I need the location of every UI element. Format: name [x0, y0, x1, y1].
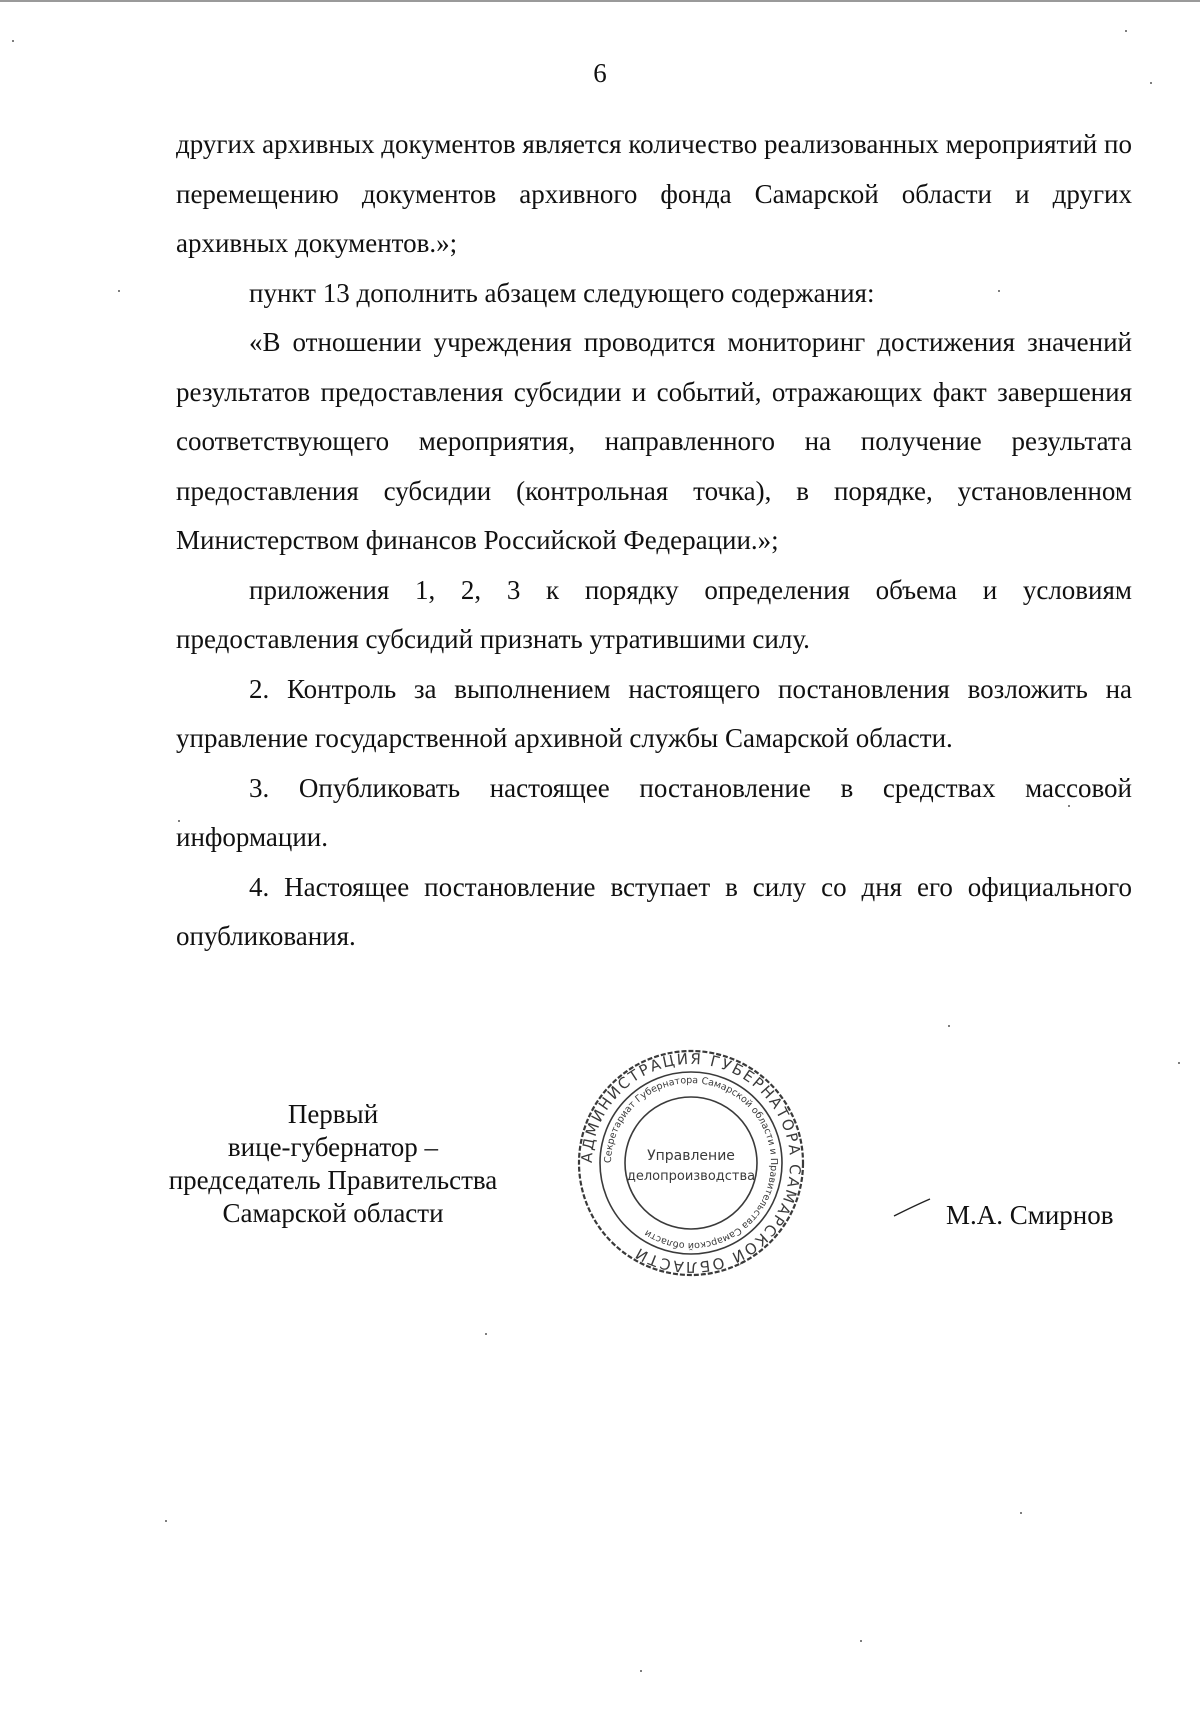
scan-speck	[1125, 30, 1127, 32]
scan-speck	[860, 1640, 862, 1642]
document-body	[176, 120, 1132, 962]
handwritten-signature	[892, 1196, 932, 1220]
paragraph-5: 2. Контроль за выполнением настоящего постановления возложить на управление государственной архивной службы Самарской области.	[176, 673, 1132, 753]
signer-title-line: вице-губернатор –	[227, 1132, 439, 1162]
scan-speck	[118, 290, 120, 292]
signer-title-line: Самарской области	[222, 1198, 444, 1228]
scan-speck	[178, 820, 180, 822]
paragraph-4: приложения 1, 2, 3 к порядку определения объема и условиям предоставления субсидий признать утратившими силу.	[176, 574, 1132, 654]
paragraph-1: других архивных документов является количество реализованных мероприятий по перемещению документов архивного фонда Самарской области и других архивных документов.»;	[176, 129, 1132, 258]
scan-speck	[640, 1670, 642, 1672]
scan-speck	[998, 290, 1000, 292]
signer-name: М.А. Смирнов	[946, 1200, 1114, 1230]
paragraph-3: «В отношении учреждения проводится мониторинг достижения значений результатов предоставления субсидии и событий, отражающих факт завершения соответствующего мероприятия, направленного на получение результата предоставления субсидии (контрольная точка), в порядке, установленном Министерством финансов Российской Федерации.»;	[176, 327, 1132, 555]
scan-top-edge	[0, 0, 1200, 2]
scan-speck	[1178, 1062, 1180, 1064]
page-number: 6	[593, 58, 607, 88]
scan-speck	[1150, 82, 1152, 84]
seal-outer-text: АДМИНИСТРАЦИЯ ГУБЕРНАТОРА САМАРСКОЙ ОБЛАСТИ	[577, 1049, 805, 1277]
scan-speck	[12, 40, 14, 42]
paragraph-6: 3. Опубликовать настоящее постановление в средствах массовой информации.	[176, 772, 1132, 852]
scan-speck	[948, 1025, 950, 1027]
scan-speck	[485, 1333, 487, 1335]
seal-center-line: делопроизводства	[626, 1169, 756, 1184]
signer-title-line: председатель Правительства	[168, 1165, 498, 1195]
seal-center-line: Управление	[647, 1148, 735, 1164]
official-seal-stamp	[576, 1048, 806, 1278]
scan-speck	[165, 1520, 167, 1522]
scan-speck	[1020, 1512, 1022, 1514]
signer-title	[148, 1098, 518, 1230]
paragraph-2: пункт 13 дополнить абзацем следующего содержания:	[249, 277, 875, 308]
seal-middle-text: Секретариат Губернатора Самарской области и Правительства Самарской области	[602, 1074, 780, 1252]
paragraph-7: 4. Настоящее постановление вступает в силу со дня его официального опубликования.	[176, 871, 1132, 951]
signer-title-line: Первый	[287, 1099, 379, 1129]
scan-speck	[1068, 805, 1070, 807]
